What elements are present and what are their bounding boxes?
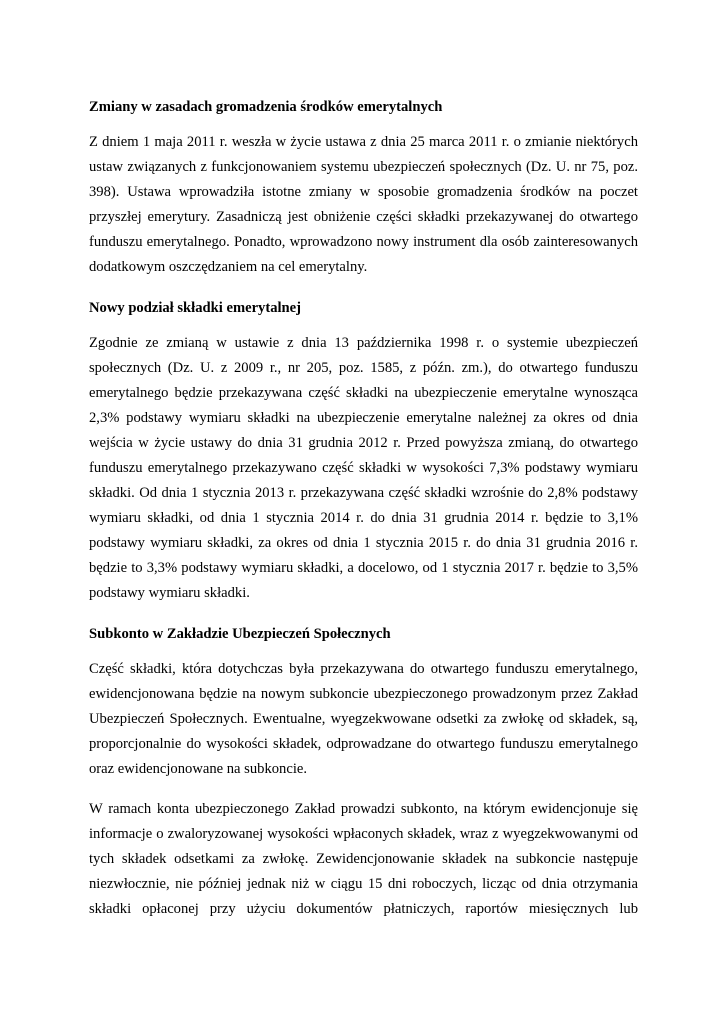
text-line: przyszłej emerytury. Zasadniczą jest obniżenie części składki przekazywanej do otwartego bbox=[89, 209, 638, 225]
text-line: 398). Ustawa wprowadziła istotne zmiany w sposobie gromadzenia środków na poczet bbox=[89, 184, 638, 200]
text-line: oraz ewidencjonowane na subkoncie. bbox=[89, 761, 308, 777]
text-line: 2,3% podstawy wymiaru składki na ubezpieczenie emerytalne należnej za okres od dnia bbox=[89, 410, 638, 426]
text-line: ewidencjonowana będzie na nowym subkoncie ubezpieczonego prowadzonym przez Zakład bbox=[89, 686, 638, 702]
section-zus-subaccount bbox=[89, 621, 638, 922]
text-line: proporcjonalnie do wysokości składek, odprowadzane do otwartego funduszu emerytalnego bbox=[89, 736, 638, 752]
text-line: wejścia w życie ustawy do dnia 31 grudnia 2012 r. Przed powyższa zmianą, do otwartego bbox=[89, 435, 638, 451]
text-line: niezwłocznie, nie później jednak niż w ciągu 15 dni roboczych, licząc od dnia otrzymania bbox=[89, 876, 638, 892]
text-line: Zgodnie ze zmianą w ustawie z dnia 13 października 1998 r. o systemie ubezpieczeń bbox=[89, 335, 638, 351]
paragraph bbox=[89, 130, 638, 280]
text-line: podstawy wymiaru składki, za okres od dnia 1 stycznia 2015 r. do dnia 31 grudnia 2016 r. bbox=[89, 535, 638, 551]
text-line: tych składek odsetkami za zwłokę. Zewidencjonowanie składek na subkoncie następuje bbox=[89, 851, 638, 867]
text-line: ustaw związanych z funkcjonowaniem systemu ubezpieczeń społecznych (Dz. U. nr 75, poz. bbox=[89, 159, 638, 175]
text-line: składki. Od dnia 1 stycznia 2013 r. przekazywana część składki wzrośnie do 2,8% podstawy bbox=[89, 485, 638, 501]
text-line: Ubezpieczeń Społecznych. Ewentualne, wyegzekwowane odsetki za zwłokę od składek, są, bbox=[89, 711, 638, 727]
section-heading: Zmiany w zasadach gromadzenia środków emerytalnych bbox=[89, 99, 443, 115]
document-page bbox=[89, 94, 638, 937]
text-line: W ramach konta ubezpieczonego Zakład prowadzi subkonto, na którym ewidencjonuje się bbox=[89, 801, 638, 817]
text-line: Z dniem 1 maja 2011 r. weszła w życie ustawa z dnia 25 marca 2011 r. o zmianie niektórych bbox=[89, 134, 638, 150]
text-line: wymiaru składki, od dnia 1 stycznia 2014 r. do dnia 31 grudnia 2014 r. będzie to 3,1% bbox=[89, 510, 638, 526]
section-heading: Nowy podział składki emerytalnej bbox=[89, 300, 302, 316]
text-line: funduszu emerytalnego przekazywano część składki w wysokości 7,3% podstawy wymiaru bbox=[89, 460, 638, 476]
text-line: dodatkowym oszczędzaniem na cel emerytalny. bbox=[89, 259, 368, 275]
text-line: informacje o zwaloryzowanej wysokości wpłaconych składek, wraz z wyegzekwowanymi od bbox=[89, 826, 638, 842]
text-line: podstawy wymiaru składki. bbox=[89, 585, 250, 601]
section-pension-changes bbox=[89, 94, 638, 280]
paragraph bbox=[89, 797, 638, 922]
text-line: emerytalnego będzie przekazywana część składki na ubezpieczenie emerytalne wynosząca bbox=[89, 385, 638, 401]
section-heading: Subkonto w Zakładzie Ubezpieczeń Społecznych bbox=[89, 626, 391, 642]
text-line: będzie to 3,3% podstawy wymiaru składki, a docelowo, od 1 stycznia 2017 r. będzie to 3,5% bbox=[89, 560, 638, 576]
text-line: składki opłaconej przy użyciu dokumentów płatniczych, raportów miesięcznych lub bbox=[89, 901, 638, 917]
paragraph bbox=[89, 657, 638, 782]
text-line: społecznych (Dz. U. z 2009 r., nr 205, poz. 1585, z późn. zm.), do otwartego funduszu bbox=[89, 360, 638, 376]
text-line: Część składki, która dotychczas była przekazywana do otwartego funduszu emerytalnego, bbox=[89, 661, 638, 677]
section-contribution-split bbox=[89, 295, 638, 606]
text-line: funduszu emerytalnego. Ponadto, wprowadzono nowy instrument dla osób zainteresowanych bbox=[89, 234, 638, 250]
paragraph bbox=[89, 331, 638, 606]
